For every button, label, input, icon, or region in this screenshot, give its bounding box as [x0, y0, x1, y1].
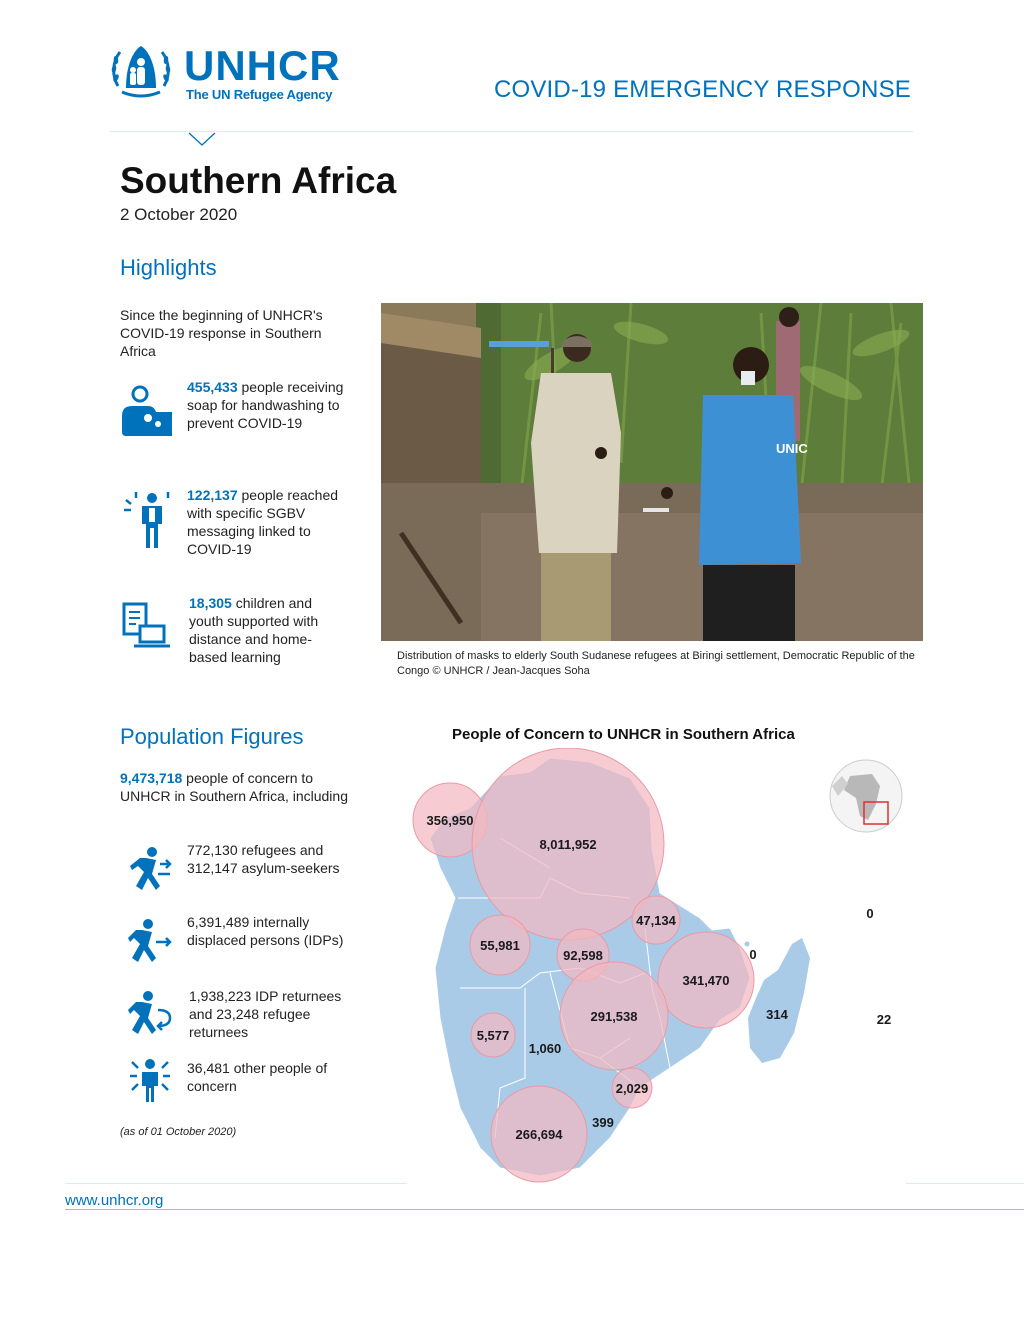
unhcr-emblem-icon — [108, 42, 174, 102]
population-total — [120, 769, 360, 805]
value-label-mauritius: 22 — [876, 1012, 892, 1027]
person-megaphone-icon — [120, 490, 176, 550]
value-label-botswana: 1,060 — [528, 1041, 562, 1056]
idp-icon — [126, 918, 174, 968]
vest-text: UNIC — [776, 441, 808, 456]
highlight-text: children and youth supported with distance and home-based learning — [189, 595, 319, 665]
refugee-asylum-icon — [126, 846, 174, 896]
population-item: 36,481 other people of concern — [187, 1060, 328, 1094]
report-date: 2 October 2020 — [120, 205, 238, 224]
population-total-number: 9,473,718 — [120, 770, 183, 786]
logo-wordmark: UNHCR — [184, 42, 341, 89]
value-label-comoros: 0 — [749, 947, 757, 962]
value-label-madagascar: 314 — [766, 1007, 788, 1022]
value-label-drc: 8,011,952 — [539, 837, 597, 852]
value-label-malawi: 47,134 — [636, 913, 676, 928]
footer-website-link[interactable]: www.unhcr.org — [65, 1192, 164, 1209]
page-title: Southern Africa — [120, 160, 397, 201]
value-label-namibia: 5,577 — [476, 1028, 510, 1043]
value-label-congo: 356,950 — [426, 813, 474, 828]
value-label-zambia: 92,598 — [563, 948, 603, 963]
as-of-note: (as of 01 October 2020) — [120, 1126, 237, 1138]
population-total-text: people of concern to UNHCR in Southern Africa, including — [120, 770, 348, 804]
map-title: People of Concern to UNHCR in Southern Africa — [452, 726, 795, 743]
highlight-number: 455,433 — [187, 379, 238, 395]
returnee-icon — [126, 990, 174, 1040]
value-label-south-africa: 266,694 — [515, 1127, 563, 1142]
highlight-photo — [381, 303, 923, 641]
value-label-angola: 55,981 — [480, 938, 520, 953]
mask-distribution-photo — [381, 303, 923, 641]
logo-tagline: The UN Refugee Agency — [186, 87, 333, 102]
southern-africa-map — [400, 748, 920, 1188]
unhcr-logo — [108, 42, 368, 104]
footer-divider — [65, 1183, 407, 1184]
value-label-eswatini: 2,029 — [615, 1081, 649, 1096]
value-label-mozambique: 341,470 — [682, 973, 730, 988]
population-heading: Population Figures — [120, 724, 304, 749]
value-label-lesotho: 399 — [592, 1115, 614, 1130]
header-divider — [110, 131, 913, 132]
highlights-intro: Since the beginning of UNHCR's COVID-19 response in Southern Africa — [120, 307, 323, 359]
highlight-text: people receiving soap for handwashing to prevent COVID-19 — [187, 379, 344, 431]
soap-handwashing-icon — [120, 384, 176, 444]
photo-caption: Distribution of masks to elderly South Sudanese refugees at Biringi settlement, Democratic Republic of the Congo © UNHCR / Jean-Jacques Soha — [397, 650, 915, 677]
highlight-text: people reached with specific SGBV messaging linked to COVID-19 — [187, 487, 339, 557]
chevron-down-icon — [187, 131, 217, 149]
report-type-title: COVID-19 EMERGENCY RESPONSE — [493, 76, 911, 103]
value-label-zimbabwe: 291,538 — [590, 1009, 638, 1024]
locator-globe — [830, 760, 902, 832]
population-item: 1,938,223 IDP returnees and 23,248 refugee returnees — [189, 988, 342, 1040]
highlight-number: 18,305 — [189, 595, 232, 611]
value-label-seychelles: 0 — [866, 906, 874, 921]
population-item: 6,391,489 internally displaced persons (IDPs) — [187, 914, 344, 948]
highlight-item — [187, 486, 347, 558]
highlights-heading: Highlights — [120, 255, 217, 280]
footer-divider — [906, 1183, 1024, 1184]
population-item: 772,130 refugees and 312,147 asylum-seekers — [187, 842, 340, 876]
comoros-shape — [745, 942, 750, 947]
distance-learning-icon — [120, 600, 176, 660]
highlight-number: 122,137 — [187, 487, 238, 503]
footer-divider — [65, 1209, 1024, 1210]
other-people-icon — [126, 1056, 174, 1106]
highlight-item — [189, 594, 349, 666]
highlight-item — [187, 378, 347, 432]
madagascar-shape — [748, 938, 810, 1063]
